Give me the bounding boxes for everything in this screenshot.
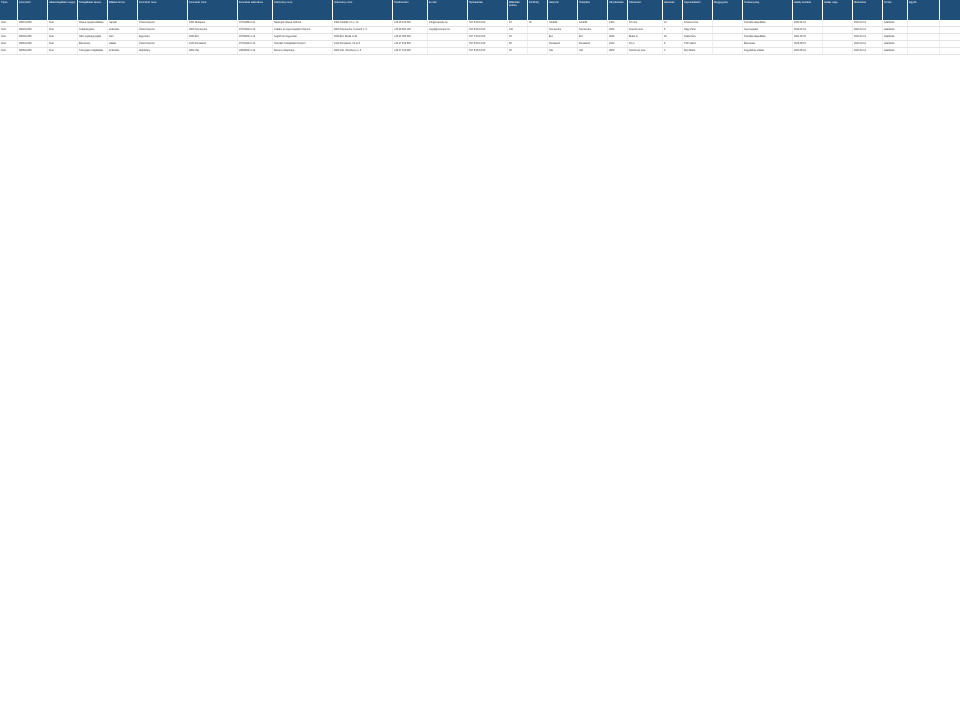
table-cell[interactable] xyxy=(823,27,853,33)
table-row[interactable] xyxy=(0,20,960,27)
table-row[interactable] xyxy=(0,41,960,48)
table-cell[interactable]: Önkormányzat xyxy=(138,27,188,33)
table-cell[interactable]: 2019.07.01 xyxy=(793,27,823,33)
table-cell[interactable]: Szoc xyxy=(0,27,18,33)
table-cell[interactable]: Adatbázis xyxy=(883,27,908,33)
column-header[interactable]: Adatszolgáltató megye xyxy=(48,0,78,20)
table-cell[interactable]: Önkormányzat xyxy=(138,41,188,47)
table-cell[interactable]: Adatbázis xyxy=(883,20,908,26)
table-cell[interactable]: Adatbázis xyxy=(883,41,908,47)
column-header[interactable]: Fenntartó neve xyxy=(138,0,188,20)
table-cell[interactable]: 2030 Érd xyxy=(188,34,238,40)
table-cell[interactable]: Fogyatékos ellátás xyxy=(743,48,793,54)
table-cell[interactable]: 0003/12345 xyxy=(18,34,48,40)
table-cell[interactable]: Szociális alapellátás xyxy=(743,34,793,40)
table-cell[interactable]: Kiss Márta xyxy=(683,48,713,54)
table-cell[interactable]: 2023.10.12 xyxy=(853,20,883,26)
column-header[interactable]: Helyszín xyxy=(548,0,578,20)
table-cell[interactable]: 0005/12345 xyxy=(18,48,48,54)
column-header[interactable]: Típus xyxy=(0,0,18,20)
table-row[interactable] xyxy=(0,27,960,34)
table-cell[interactable]: +36 27 542 800 xyxy=(393,41,428,47)
table-cell[interactable]: Szociális Szolgáltató Központ xyxy=(273,41,333,47)
table-cell[interactable]: 20 xyxy=(663,34,683,40)
table-cell[interactable]: H-P 8:00-16:00 xyxy=(468,20,508,26)
table-cell[interactable] xyxy=(908,27,940,33)
table-cell[interactable] xyxy=(823,34,853,40)
table-cell[interactable]: 3 xyxy=(663,48,683,54)
table-cell[interactable]: 24 xyxy=(508,20,528,26)
table-cell[interactable]: csgyk@example.hu xyxy=(428,27,468,33)
table-cell[interactable]: 2023.10.12 xyxy=(853,34,883,40)
table-cell[interactable]: Széchenyi utca xyxy=(628,48,663,54)
column-header[interactable]: E-mail xyxy=(428,0,468,20)
table-body xyxy=(0,20,960,708)
table-cell[interactable] xyxy=(908,34,940,40)
table-cell[interactable]: 2023.10.12 xyxy=(853,27,883,33)
table-cell[interactable]: info@example.hu xyxy=(428,20,468,26)
table-cell[interactable]: 2000 Szentendre, Kossuth u. 5. xyxy=(333,27,393,33)
table-cell[interactable]: Gödöllő xyxy=(578,20,608,26)
column-header[interactable]: Telefonszám xyxy=(393,0,428,20)
table-cell[interactable]: 0001/12345 xyxy=(18,20,48,26)
table-cell[interactable]: Pest xyxy=(48,20,78,26)
column-header[interactable]: Forrás xyxy=(883,0,908,20)
column-header[interactable]: Ellátottak száma xyxy=(508,0,528,20)
table-cell[interactable] xyxy=(908,41,940,47)
column-header[interactable]: Hatály kezdete xyxy=(793,0,823,20)
table-cell[interactable]: Pest xyxy=(48,41,78,47)
column-header[interactable]: Azonosító xyxy=(18,0,48,20)
table-cell[interactable]: 2600 Vác, Széchenyi u. 3. xyxy=(333,48,393,54)
table-cell[interactable]: 30 xyxy=(528,20,548,26)
table-cell[interactable]: 2000 Szentendre xyxy=(188,27,238,33)
table-cell[interactable]: ambuláns xyxy=(108,48,138,54)
table-cell[interactable]: 15731200-2-13 xyxy=(238,41,273,47)
table-cell[interactable]: 2021.03.15 xyxy=(793,34,823,40)
column-header[interactable]: Hatály vége xyxy=(823,0,853,20)
table-cell[interactable]: 2100 Gödöllő, Fő u. 12. xyxy=(333,20,393,26)
table-cell[interactable]: Gödöllő xyxy=(548,20,578,26)
table-cell[interactable]: 2018.09.01 xyxy=(793,41,823,47)
table-cell[interactable]: Budai út xyxy=(628,34,663,40)
table-cell[interactable] xyxy=(823,20,853,26)
table-cell[interactable]: 15731000-2-13 xyxy=(238,27,273,33)
table-cell[interactable]: Fő út xyxy=(628,41,663,47)
table-cell[interactable]: 120 xyxy=(508,27,528,33)
table-cell[interactable]: Érd xyxy=(548,34,578,40)
table-cell[interactable]: H-P 8:00-16:00 xyxy=(468,48,508,54)
table-cell[interactable]: 2020.01.01 xyxy=(793,20,823,26)
column-header[interactable]: Kapcsolattartó xyxy=(683,0,713,20)
column-header[interactable]: Intézmény címe xyxy=(333,0,393,20)
column-header[interactable]: Férőhely xyxy=(528,0,548,20)
column-header[interactable]: Tevékenység xyxy=(743,0,793,20)
table-cell[interactable]: házi xyxy=(108,34,138,40)
table-cell[interactable]: Alapítvány xyxy=(138,48,188,54)
table-cell[interactable]: 2600 xyxy=(608,48,628,54)
table-cell[interactable]: Szentendre xyxy=(578,27,608,33)
table-cell[interactable] xyxy=(713,34,743,40)
table-cell[interactable]: Napsugár Idősek Otthona xyxy=(273,20,333,26)
table-cell[interactable] xyxy=(823,48,853,54)
table-cell[interactable]: ambuláns xyxy=(108,27,138,33)
table-cell[interactable]: Szoc xyxy=(0,41,18,47)
column-header[interactable]: Ellátási forma xyxy=(108,0,138,20)
table-cell[interactable] xyxy=(528,34,548,40)
table-cell[interactable] xyxy=(428,34,468,40)
table-cell[interactable]: +36 27 316 000 xyxy=(393,48,428,54)
table-cell[interactable]: 2120 Dunakeszi, Fő út 8. xyxy=(333,41,393,47)
column-header[interactable]: Szolgáltatás típusa xyxy=(78,0,108,20)
table-cell[interactable]: 8 xyxy=(663,41,683,47)
table-cell[interactable]: 45 xyxy=(508,34,528,40)
table-cell[interactable] xyxy=(823,41,853,47)
table-cell[interactable]: Család- és Gyermekjóléti Központ xyxy=(273,27,333,33)
table-cell[interactable]: Szabó Éva xyxy=(683,34,713,40)
table-cell[interactable]: nappali xyxy=(108,20,138,26)
table-cell[interactable]: Idősek nappali ellátása xyxy=(78,20,108,26)
table-cell[interactable]: Remény Alapítvány xyxy=(273,48,333,54)
table-cell[interactable]: 2600 Vác xyxy=(188,48,238,54)
table-cell[interactable]: +36 26 500 100 xyxy=(393,27,428,33)
table-cell[interactable] xyxy=(908,20,940,26)
table-cell[interactable] xyxy=(713,20,743,26)
column-header[interactable]: Közterület xyxy=(628,0,663,20)
table-cell[interactable]: Szoc xyxy=(0,34,18,40)
table-cell[interactable]: 18600000-1-13 xyxy=(238,48,273,54)
table-cell[interactable] xyxy=(528,27,548,33)
table-cell[interactable]: 2000 xyxy=(608,27,628,33)
table-cell[interactable]: Segítő Kéz Egyesület xyxy=(273,34,333,40)
table-cell[interactable]: Nagy Péter xyxy=(683,27,713,33)
table-cell[interactable]: H-P 7:00-15:00 xyxy=(468,34,508,40)
table-cell[interactable]: 2120 Dunakeszi xyxy=(188,41,238,47)
table-cell[interactable]: 18700000-1-13 xyxy=(238,34,273,40)
column-header[interactable]: Módosítva xyxy=(853,0,883,20)
column-header[interactable]: Település xyxy=(578,0,608,20)
column-header[interactable]: Egyéb xyxy=(908,0,940,20)
table-cell[interactable]: 35 xyxy=(508,48,528,54)
table-cell[interactable] xyxy=(713,27,743,33)
table-row[interactable] xyxy=(0,34,960,41)
table-cell[interactable]: Érd xyxy=(578,34,608,40)
table-cell[interactable]: +36 23 365 000 xyxy=(393,34,428,40)
table-cell[interactable]: Házi segítségnyújtás xyxy=(78,34,108,40)
table-cell[interactable]: Önkormányzat xyxy=(138,20,188,26)
table-cell[interactable]: Fő utca xyxy=(628,20,663,26)
table-cell[interactable]: Kovács Anna xyxy=(683,20,713,26)
table-cell[interactable]: 5 xyxy=(663,27,683,33)
table-cell[interactable]: H-P 8:00-14:00 xyxy=(468,41,508,47)
table-cell[interactable]: 0004/12345 xyxy=(18,41,48,47)
table-cell[interactable] xyxy=(713,48,743,54)
table-cell[interactable]: ellátás xyxy=(108,41,138,47)
column-header[interactable]: Fenntartó adószáma xyxy=(238,0,273,20)
column-header[interactable]: Intézmény neve xyxy=(273,0,333,20)
table-cell[interactable]: Pest xyxy=(48,34,78,40)
table-cell[interactable] xyxy=(428,48,468,54)
table-cell[interactable]: H-P 8:00-16:00 xyxy=(468,27,508,33)
table-cell[interactable]: Tóth Gábor xyxy=(683,41,713,47)
table-row[interactable] xyxy=(0,48,960,55)
table-cell[interactable]: 2100 xyxy=(608,20,628,26)
table-cell[interactable] xyxy=(528,48,548,54)
table-cell[interactable]: Étkeztetés xyxy=(743,41,793,47)
table-cell[interactable] xyxy=(528,41,548,47)
table-cell[interactable]: 80 xyxy=(508,41,528,47)
table-cell[interactable]: 2023.10.12 xyxy=(853,48,883,54)
table-cell[interactable]: Családsegítés xyxy=(78,27,108,33)
table-cell[interactable]: Támogató szolgáltatás xyxy=(78,48,108,54)
table-cell[interactable]: Szoc xyxy=(0,48,18,54)
table-cell[interactable]: 2030 Érd, Budai út 20. xyxy=(333,34,393,40)
table-cell[interactable] xyxy=(908,48,940,54)
column-header[interactable]: Megjegyzés xyxy=(713,0,743,20)
table-cell[interactable]: Kossuth utca xyxy=(628,27,663,33)
column-header[interactable]: Fenntartó címe xyxy=(188,0,238,20)
table-cell[interactable]: Adatbázis xyxy=(883,34,908,40)
table-cell[interactable]: Vác xyxy=(578,48,608,54)
column-header[interactable]: Nyitvatartás xyxy=(468,0,508,20)
table-cell[interactable]: 2030 xyxy=(608,34,628,40)
table-cell[interactable]: 15731086-2-41 xyxy=(238,20,273,26)
table-cell[interactable]: 12 xyxy=(663,20,683,26)
table-cell[interactable]: Szoc xyxy=(0,20,18,26)
table-cell[interactable]: Szociális alapellátás xyxy=(743,20,793,26)
table-cell[interactable]: Vác xyxy=(548,48,578,54)
table-cell[interactable] xyxy=(428,41,468,47)
table-cell[interactable]: Pest xyxy=(48,48,78,54)
table-cell[interactable]: Gyermekjólét xyxy=(743,27,793,33)
table-cell[interactable]: Egyesület xyxy=(138,34,188,40)
table-cell[interactable]: Étkeztetés xyxy=(78,41,108,47)
table-cell[interactable]: Dunakeszi xyxy=(578,41,608,47)
table-cell[interactable]: 2020.05.01 xyxy=(793,48,823,54)
table-cell[interactable]: +36 28 410 000 xyxy=(393,20,428,26)
table-cell[interactable]: Adatbázis xyxy=(883,48,908,54)
table-cell[interactable]: 1051 Budapest xyxy=(188,20,238,26)
table-cell[interactable]: Dunakeszi xyxy=(548,41,578,47)
table-cell[interactable]: 2120 xyxy=(608,41,628,47)
table-cell[interactable]: 2023.10.12 xyxy=(853,41,883,47)
table-cell[interactable]: 0002/12345 xyxy=(18,27,48,33)
column-header[interactable]: Irányítószám xyxy=(608,0,628,20)
table-cell[interactable] xyxy=(713,41,743,47)
table-cell[interactable]: Pest xyxy=(48,27,78,33)
column-header[interactable]: Házszám xyxy=(663,0,683,20)
header-row xyxy=(0,0,960,20)
table-cell[interactable]: Szentendre xyxy=(548,27,578,33)
